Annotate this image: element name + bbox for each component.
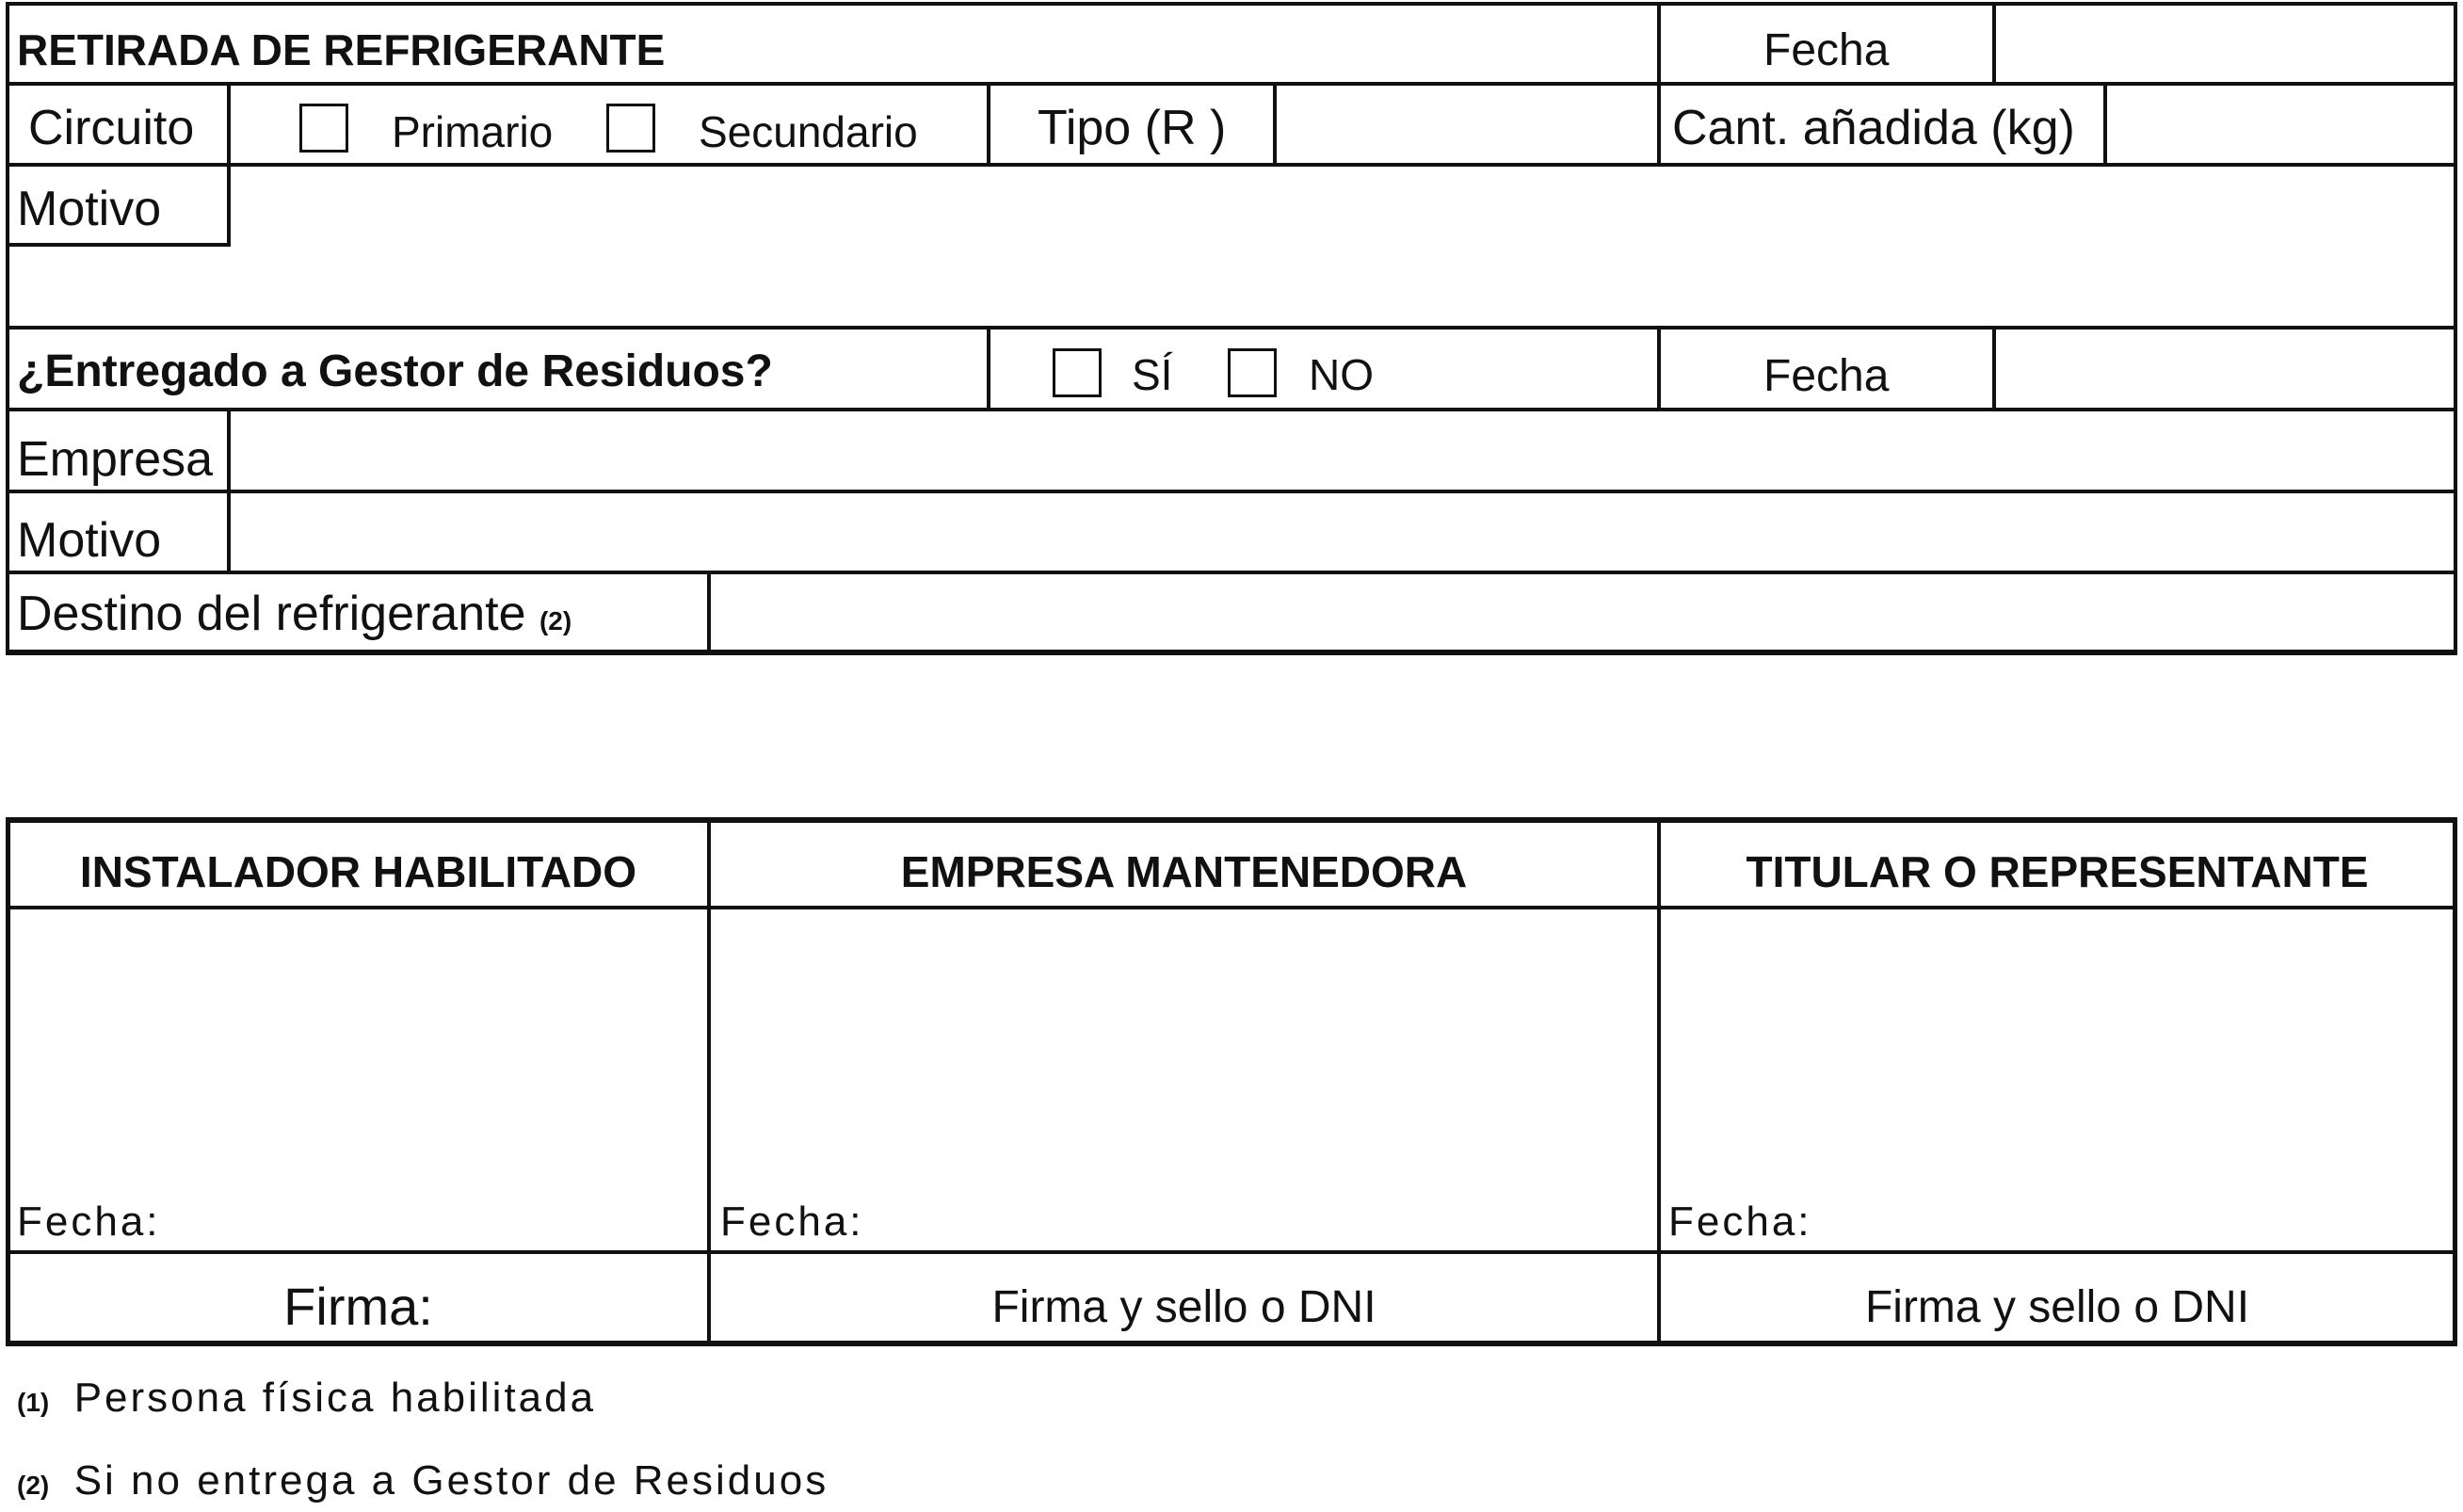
titular-fecha-label: Fecha: — [1668, 1198, 1812, 1245]
footnote-1-marker: (1) — [17, 1388, 50, 1417]
cant-anadida-label: Cant. añadida (kg) — [1672, 101, 2075, 155]
destino-field[interactable] — [713, 576, 2452, 648]
no-checkbox[interactable] — [1228, 348, 1277, 397]
secundario-label: Secundario — [699, 107, 918, 156]
gestor-fecha-label: Fecha — [1763, 351, 1890, 401]
instalador-fecha-label: Fecha: — [17, 1198, 161, 1245]
destino-label — [17, 587, 572, 641]
empresa-firma-label: Firma y sello o DNI — [991, 1282, 1376, 1332]
gestor-fecha-field[interactable] — [1998, 331, 2452, 406]
footnote-2-marker: (2) — [17, 1471, 50, 1500]
titular-signature-area[interactable] — [1663, 911, 2452, 1175]
retirada-motivo-label: Motivo — [17, 182, 162, 236]
destino-text: Destino del refrigerante — [17, 587, 526, 641]
no-label: NO — [1309, 350, 1374, 399]
empresa-mantenedora-header: EMPRESA MANTENEDORA — [900, 847, 1468, 896]
circuito-label: Circuito — [28, 101, 195, 155]
empresa-fecha-label: Fecha: — [720, 1198, 864, 1245]
destino-note-marker: (2) — [539, 606, 572, 635]
instalador-firma-label: Firma: — [283, 1277, 433, 1336]
retirada-fecha-label: Fecha — [1763, 25, 1890, 75]
empresa-field[interactable] — [233, 413, 2452, 488]
primario-label: Primario — [392, 107, 554, 156]
gestor-motivo-label: Motivo — [17, 513, 162, 568]
footnote-1 — [17, 1375, 596, 1422]
secundario-checkbox[interactable] — [606, 104, 655, 153]
retirada-title: RETIRADA DE REFRIGERANTE — [17, 25, 666, 74]
footnote-2 — [17, 1457, 829, 1504]
footnote-1-text: Persona física habilitada — [73, 1375, 597, 1421]
si-checkbox[interactable] — [1053, 348, 1102, 397]
titular-firma-label: Firma y sello o DNI — [1864, 1282, 2250, 1332]
retirada-fecha-field[interactable] — [1998, 8, 2452, 81]
tipo-field[interactable] — [1279, 88, 1655, 161]
si-label: SÍ — [1132, 350, 1173, 399]
retirada-motivo-field[interactable] — [233, 169, 2452, 324]
empresa-signature-area[interactable] — [713, 911, 1655, 1175]
gestor-motivo-field[interactable] — [233, 495, 2452, 569]
gestor-question: ¿Entregado a Gestor de Residuos? — [17, 346, 773, 396]
tipo-label: Tipo (R ) — [1038, 101, 1227, 155]
empresa-label: Empresa — [17, 432, 214, 487]
instalador-header: INSTALADOR HABILITADO — [79, 847, 637, 896]
cant-anadida-field[interactable] — [2109, 88, 2452, 161]
instalador-signature-area[interactable] — [10, 911, 705, 1175]
footnote-2-text: Si no entrega a Gestor de Residuos — [73, 1457, 829, 1504]
primario-checkbox[interactable] — [299, 104, 348, 153]
titular-header: TITULAR O REPRESENTANTE — [1746, 847, 2369, 896]
